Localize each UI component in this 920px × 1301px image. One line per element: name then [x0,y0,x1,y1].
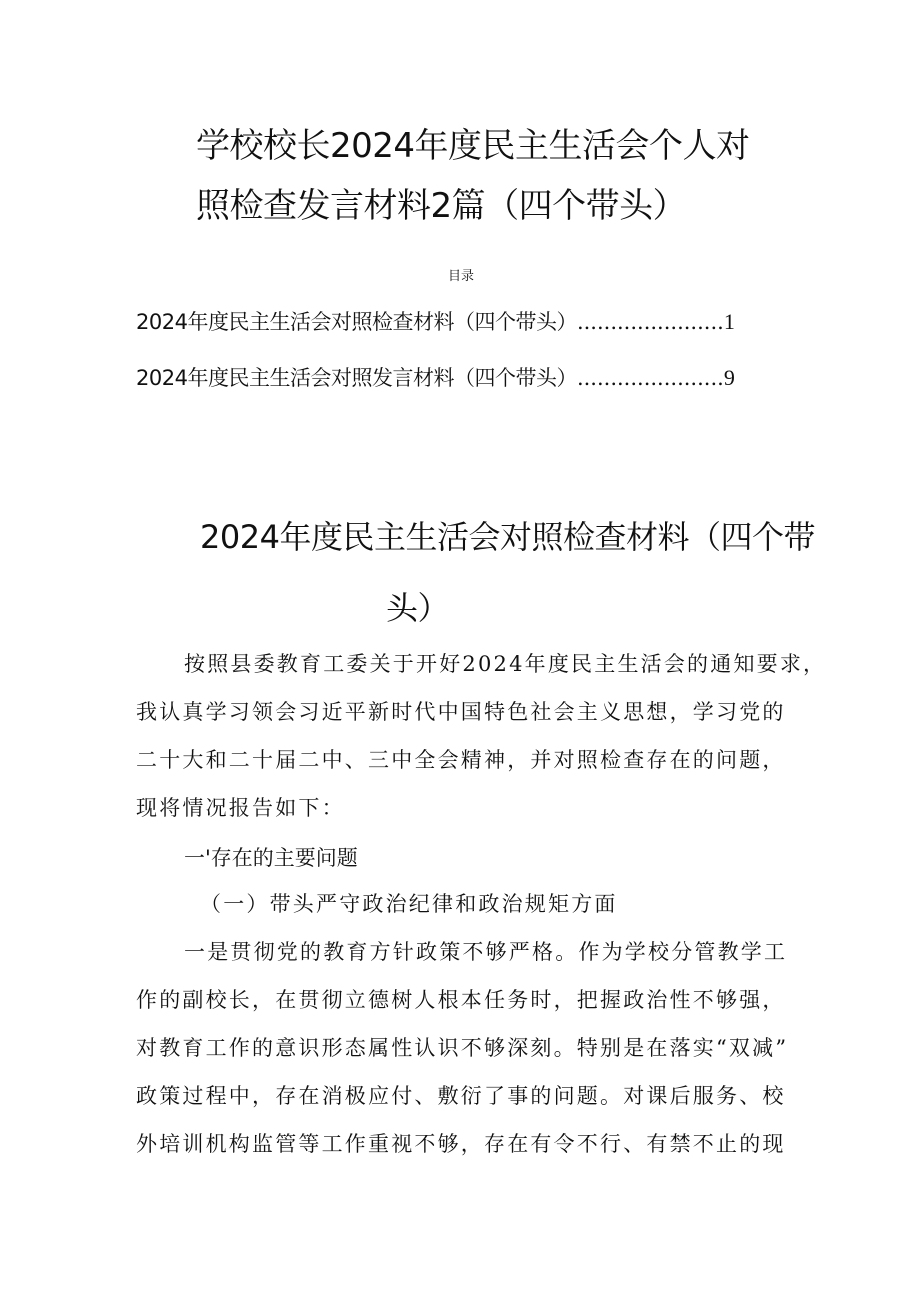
para-line: 对教育工作的意识形态属性认识不够深刻。特别是在落实“双减” [136,1036,789,1060]
toc-entry-text: 2024年度民主生活会对照检查材料（四个带头） [136,310,577,334]
para-line: 外培训机构监管等工作重视不够，存在有令不行、有禁不止的现 [136,1132,786,1156]
toc-entry-page: 9 [723,365,735,390]
para-line: 政策过程中，存在消极应付、敷衍了事的问题。对课后服务、校 [136,1084,786,1108]
toc-entry-2[interactable] [136,362,734,392]
section-title-line-2: 头） [386,589,450,627]
intro-line: 我认真学习领会习近平新时代中国特色社会主义思想，学习党的 [136,700,786,724]
document-title-line-2: 照检查发言材料2篇（四个带头） [196,186,687,226]
intro-line: 按照县委教育工委关于开好2024年度民主生活会的通知要求， [184,652,827,676]
para-line: 一是贯彻党的教育方针政策不够严格。作为学校分管教学工 [184,940,788,964]
subheading-1: （一）带头严守政治纪律和政治规矩方面 [200,892,618,916]
intro-line: 二十大和二十届二中、三中全会精神，并对照检查存在的问题， [136,748,786,772]
toc-entry-dots: ...................... [576,366,724,390]
section-heading-1: 一'存在的主要问题 [184,846,358,870]
toc-entry-text: 2024年度民主生活会对照发言材料（四个带头） [136,366,577,390]
toc-entry-page: 1 [723,309,735,334]
intro-line: 现将情况报告如下： [136,796,345,820]
section-title-line-1: 2024年度民主生活会对照检查材料（四个带 [200,518,815,556]
toc-entry-1[interactable] [136,306,734,336]
document-title-line-1: 学校校长2024年度民主生活会个人对 [196,126,750,166]
toc-entry-dots: ...................... [576,310,724,334]
para-line: 作的副校长，在贯彻立德树人根本任务时，把握政治性不够强， [136,988,786,1012]
toc-label: 目录 [448,269,475,284]
